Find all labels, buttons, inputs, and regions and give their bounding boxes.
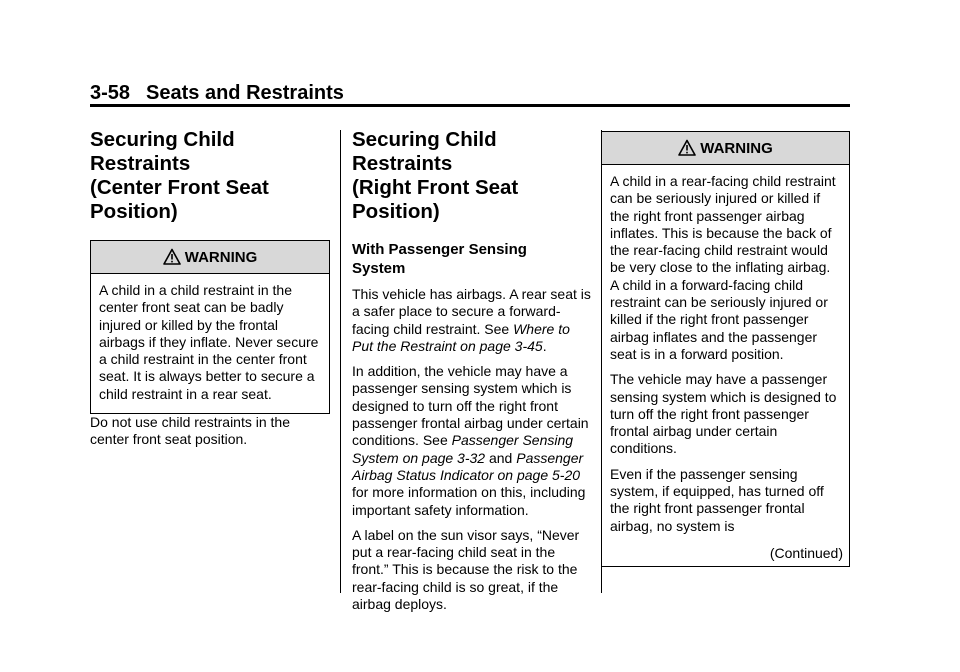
chapter-title: Seats and Restraints	[146, 82, 344, 104]
continued-label: (Continued)	[769, 544, 843, 561]
paragraph: Do not use child restraints in the center front seat position.	[90, 414, 290, 448]
warning-text: A child in a child restraint in the center front seat can be badly injured or killed by the frontal airbags if they inflate. Never secure a child restraint in the center front seat. It is always better to secure a child restraint in a rear seat.	[99, 282, 319, 402]
column-2	[352, 128, 592, 621]
page-header	[90, 82, 344, 105]
paragraph: A label on the sun visor says, “Never put a rear-facing child seat in the front.” This is because the risk to the rear-facing child is so great, if the airbag deploys.	[352, 526, 580, 613]
column-divider	[340, 130, 341, 593]
paragraph: In addition, the vehicle may have a passenger sensing system which is designed to turn off the right front passenger frontal airbag under certain conditions. See Passenger Sensing System on page 3-32 and Passenger Airbag Status Indicator on page 5-20 for more information on this, including important safety information.	[352, 363, 589, 518]
cross-reference-link[interactable]: Passenger Sensing System on page 3-32	[352, 432, 574, 466]
warning-text: A child in a rear-facing child restraint can be seriously injured or killed if the right front passenger airbag inflates. This is because the back of the rear-facing child restraint would be very close to the inflating airbag. A child in a forward-facing child restraint can be seriously injured or killed if the right front passenger airbag inflates and the passenger seat is in a forward position. The vehicle may have a passenger sensing system which is designed to turn off the right front passenger frontal airbag under certain conditions. Even if the passenger sensing system, if equipped, has turned off the right front passenger frontal airbag, no system is	[610, 173, 837, 534]
column-1	[90, 128, 330, 457]
subsection-heading: With Passenger Sensing System	[352, 241, 527, 277]
cross-reference-link[interactable]: Where to Put the Restraint on page 3-45	[352, 320, 570, 354]
warning-triangle-icon	[163, 248, 181, 266]
section-heading: Securing Child Restraints (Right Front Seat Position)	[352, 128, 519, 223]
warning-box	[90, 240, 330, 414]
header-rule	[90, 104, 850, 107]
section-heading: Securing Child Restraints (Center Front Seat Position)	[90, 128, 269, 223]
warning-label: WARNING	[700, 139, 773, 157]
warning-label: WARNING	[184, 248, 258, 266]
warning-header	[602, 132, 849, 165]
paragraph: This vehicle has airbags. A rear seat is a safer place to secure a forward-facing child restraint. See Where to Put the Restraint on page 3-45.	[352, 286, 591, 354]
warning-triangle-icon	[678, 139, 696, 157]
column-3	[601, 131, 850, 567]
warning-box	[601, 131, 850, 567]
cross-reference-link[interactable]: Passenger Airbag Status Indicator on page 5-20	[352, 449, 584, 483]
page-number: 3-58	[90, 82, 131, 104]
warning-header	[91, 241, 329, 274]
